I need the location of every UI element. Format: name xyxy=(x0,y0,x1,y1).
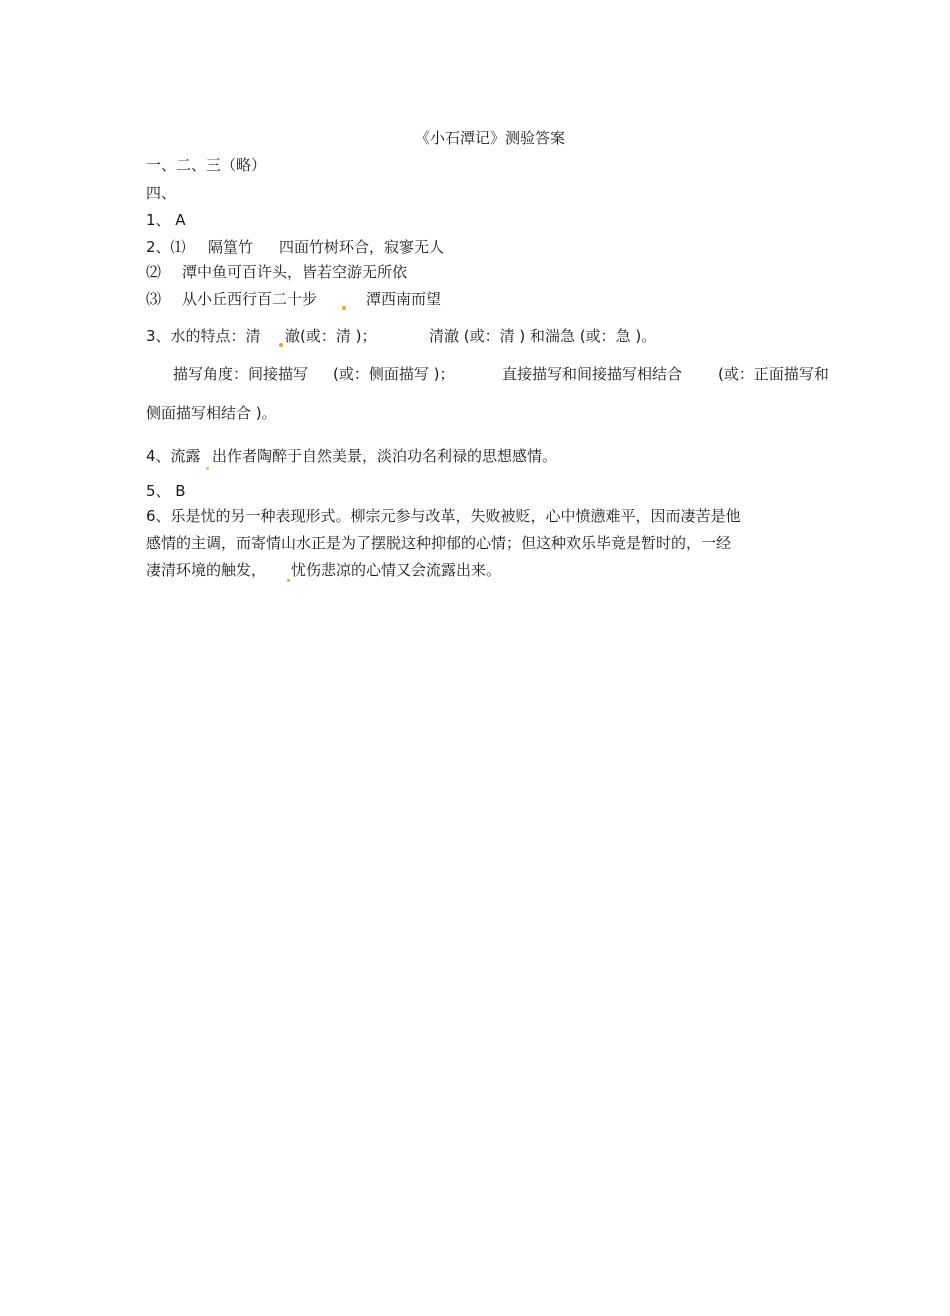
answer-2-line-3 xyxy=(146,289,456,309)
answer-1: 1、 A xyxy=(146,211,186,229)
answer-6-part-b: 忧伤悲凉的心情又会流露出来。 xyxy=(291,561,502,579)
answer-2-prefix: 2、⑴ xyxy=(146,238,186,256)
answer-4-part-b: 出作者陶醉于自然美景，淡泊功名利禄的思想感情。 xyxy=(212,447,558,465)
answer-3-line-1 xyxy=(146,326,686,346)
answer-3-part-d1: 描写角度：间接描写 xyxy=(173,365,309,383)
emphasis-dot xyxy=(206,458,209,478)
section-4-heading: 四、 xyxy=(146,184,177,202)
page-title: 《小石潭记》测验答案 xyxy=(414,129,565,147)
answer-3-part-b: 澈(或：清 )； xyxy=(285,327,377,345)
answer-2-text-3a: 从小丘西行百二十步 xyxy=(182,290,318,308)
answer-3-line-3: 侧面描写相结合 )。 xyxy=(146,404,277,422)
answer-3-line-2 xyxy=(173,364,843,384)
answer-6-part-a: 凄清环境的触发， xyxy=(146,561,267,579)
answer-4-part-a: 4、流露 xyxy=(146,447,201,465)
section-1-3-heading: 一、二、三（略） xyxy=(146,156,267,174)
answer-2-num-3: ⑶ xyxy=(146,290,162,308)
answer-4 xyxy=(146,446,586,466)
emphasis-dot xyxy=(279,334,283,354)
answer-6-line-2: 感情的主调，而寄情山水正是为了摆脱这种抑郁的心情；但这种欢乐毕竟是暂时的，一经 xyxy=(146,534,732,552)
answer-2-line-2 xyxy=(146,262,446,282)
answer-2-text-2: 潭中鱼可百许头，皆若空游无所依 xyxy=(182,263,408,281)
answer-6-line-3 xyxy=(146,560,526,580)
answer-2-num-2: ⑵ xyxy=(146,263,162,281)
answer-3-part-d2: (或：侧面描写 )； xyxy=(333,365,455,383)
answer-3-part-a: 3、水的特点：清 xyxy=(146,327,261,345)
answer-2-part-a: 隔篁竹 xyxy=(208,238,254,256)
answer-2-part-b: 四面竹树环合，寂寥无人 xyxy=(279,238,445,256)
emphasis-dot xyxy=(287,570,290,590)
answer-2-text-3b: 潭西南而望 xyxy=(366,290,442,308)
answer-5: 5、 B xyxy=(146,482,186,500)
answer-3-part-d4: (或：正面描写和 xyxy=(718,365,829,383)
answer-6-line-1: 6、乐是忧的另一种表现形式。柳宗元参与改革，失败被贬，心中愤懑难平，因而凄苦是他 xyxy=(146,507,741,525)
emphasis-dot xyxy=(342,297,346,317)
answer-3-part-d3: 直接描写和间接描写相结合 xyxy=(502,365,683,383)
answer-2-line-1 xyxy=(146,237,476,257)
answer-3-part-c: 清澈 (或：清 ) 和湍急 (或：急 )。 xyxy=(429,327,657,345)
